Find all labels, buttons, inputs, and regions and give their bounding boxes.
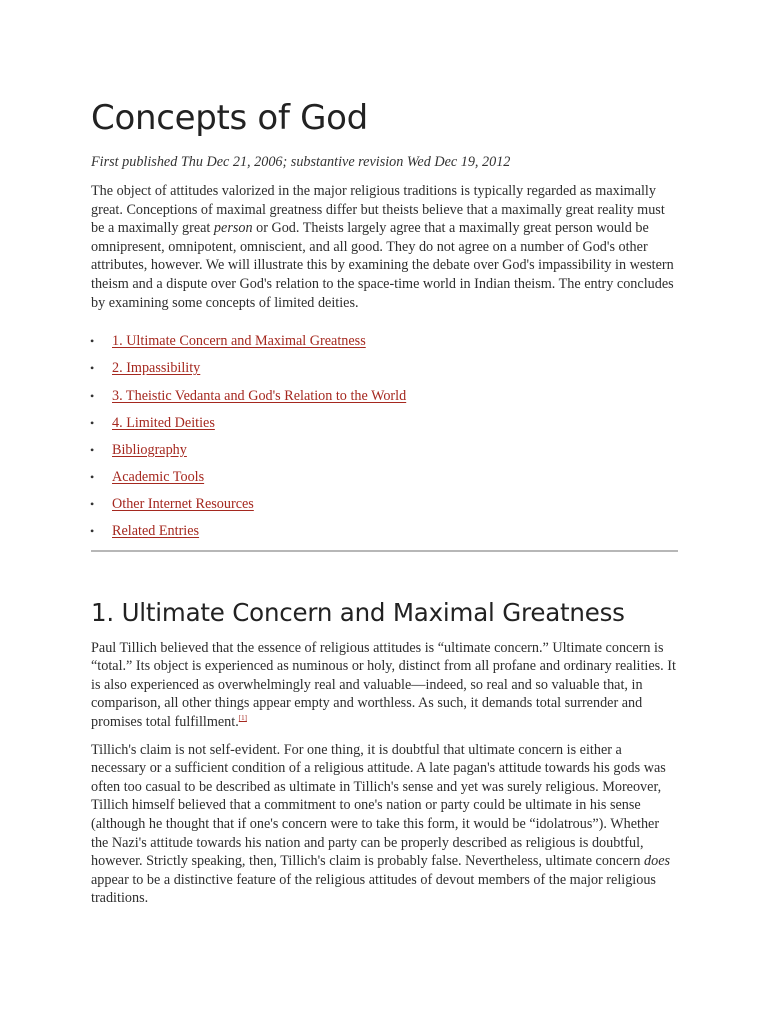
section-paragraph-1 (91, 639, 678, 732)
toc-link-other-internet-resources[interactable]: Other Internet Resources (112, 496, 254, 513)
toc-item-impassibility (90, 359, 678, 386)
bullet-icon: • (90, 442, 95, 457)
abstract-text-end: or God. Theists largely agree that a maximally great person would be omnipresent, omnipotent, omniscient, and all good. They do not agree on a number of God's other attributes, however. We will illustrate this by examining the debate over God's impassibility in western theism and a dispute over God's relation to the space-time world in Indian theism. The entry concludes by examining some concepts of limited deities. (91, 220, 674, 311)
section-divider (91, 550, 678, 552)
toc-item-theistic-vedanta (90, 387, 678, 414)
toc-item-other-internet-resources (90, 495, 678, 522)
paragraph-emphasis: does (644, 853, 671, 870)
toc-link-bibliography[interactable]: Bibliography (112, 441, 187, 458)
paragraph-text: Paul Tillich believed that the essence of religious attitudes is “ultimate concern.” Ultimate concern is “total.” Its object is experienced as numinous or holy, distinct from all profane and ordinary realities. It is also experienced as overwhelmingly real and valuable—indeed, so real and so valuable that, in comparison, all other things appear empty and worthless. As such, it demands total surrender and promises total fulfillment. (91, 639, 676, 731)
table-of-contents (91, 332, 678, 550)
bullet-icon: • (90, 361, 95, 376)
page-title: Concepts of God (91, 98, 368, 138)
bullet-icon: • (90, 388, 95, 403)
section-paragraph-2 (91, 741, 678, 908)
section-heading: 1. Ultimate Concern and Maximal Greatness (91, 597, 625, 627)
paragraph-text-end: appear to be a distinctive feature of the religious attitudes of devout members of the major religious traditions. (91, 871, 656, 907)
toc-item-limited-deities (90, 414, 678, 441)
toc-link-limited-deities[interactable]: 4. Limited Deities (112, 414, 215, 431)
publication-info: First published Thu Dec 21, 2006; substantive revision Wed Dec 19, 2012 (91, 154, 511, 170)
bullet-icon: • (90, 497, 95, 512)
toc-link-academic-tools[interactable]: Academic Tools (112, 469, 205, 486)
toc-item-ultimate-concern (90, 332, 678, 359)
bullet-icon: • (90, 334, 95, 349)
toc-link-theistic-vedanta[interactable]: 3. Theistic Vedanta and God's Relation to the World (112, 387, 407, 404)
abstract-text-start: The object of attitudes valorized in the major religious traditions is typically regarded as maximally great. Conceptions of maximal greatness differ but theists believe that a maximally great reality must be a maximally great (91, 183, 665, 237)
bullet-icon: • (90, 415, 95, 430)
toc-link-impassibility[interactable]: 2. Impassibility (112, 360, 201, 377)
bullet-icon: • (90, 470, 95, 485)
footnote-link[interactable]: [1] (238, 714, 247, 723)
abstract-emphasis: person (213, 220, 253, 237)
footnote-marker (239, 714, 247, 722)
abstract (91, 182, 678, 312)
toc-item-bibliography (90, 441, 678, 468)
toc-item-academic-tools (90, 468, 678, 495)
bullet-icon: • (90, 524, 95, 539)
toc-link-ultimate-concern[interactable]: 1. Ultimate Concern and Maximal Greatness (112, 333, 366, 350)
toc-link-related-entries[interactable]: Related Entries (112, 523, 200, 540)
paragraph-text-start: Tillich's claim is not self-evident. For one thing, it is doubtful that ultimate concern is either a necessary or a sufficient condition of a religious attitude. A late pagan's attitude towards his gods was often too casual to be described as ultimate in Tillich's sense and yet was surely religious. Moreover, Tillich himself believed that a commitment to one's nation or party could be ultimate in his sense (although he thought that if one's concern were to take this form, it would be “idolatrous”). Whether the Nazi's attitude towards his nation and party can be properly described as religious is doubtful, however. Strictly speaking, then, Tillich's claim is probably false. Nevertheless, ultimate concern (91, 741, 666, 870)
toc-item-related-entries (90, 522, 678, 549)
